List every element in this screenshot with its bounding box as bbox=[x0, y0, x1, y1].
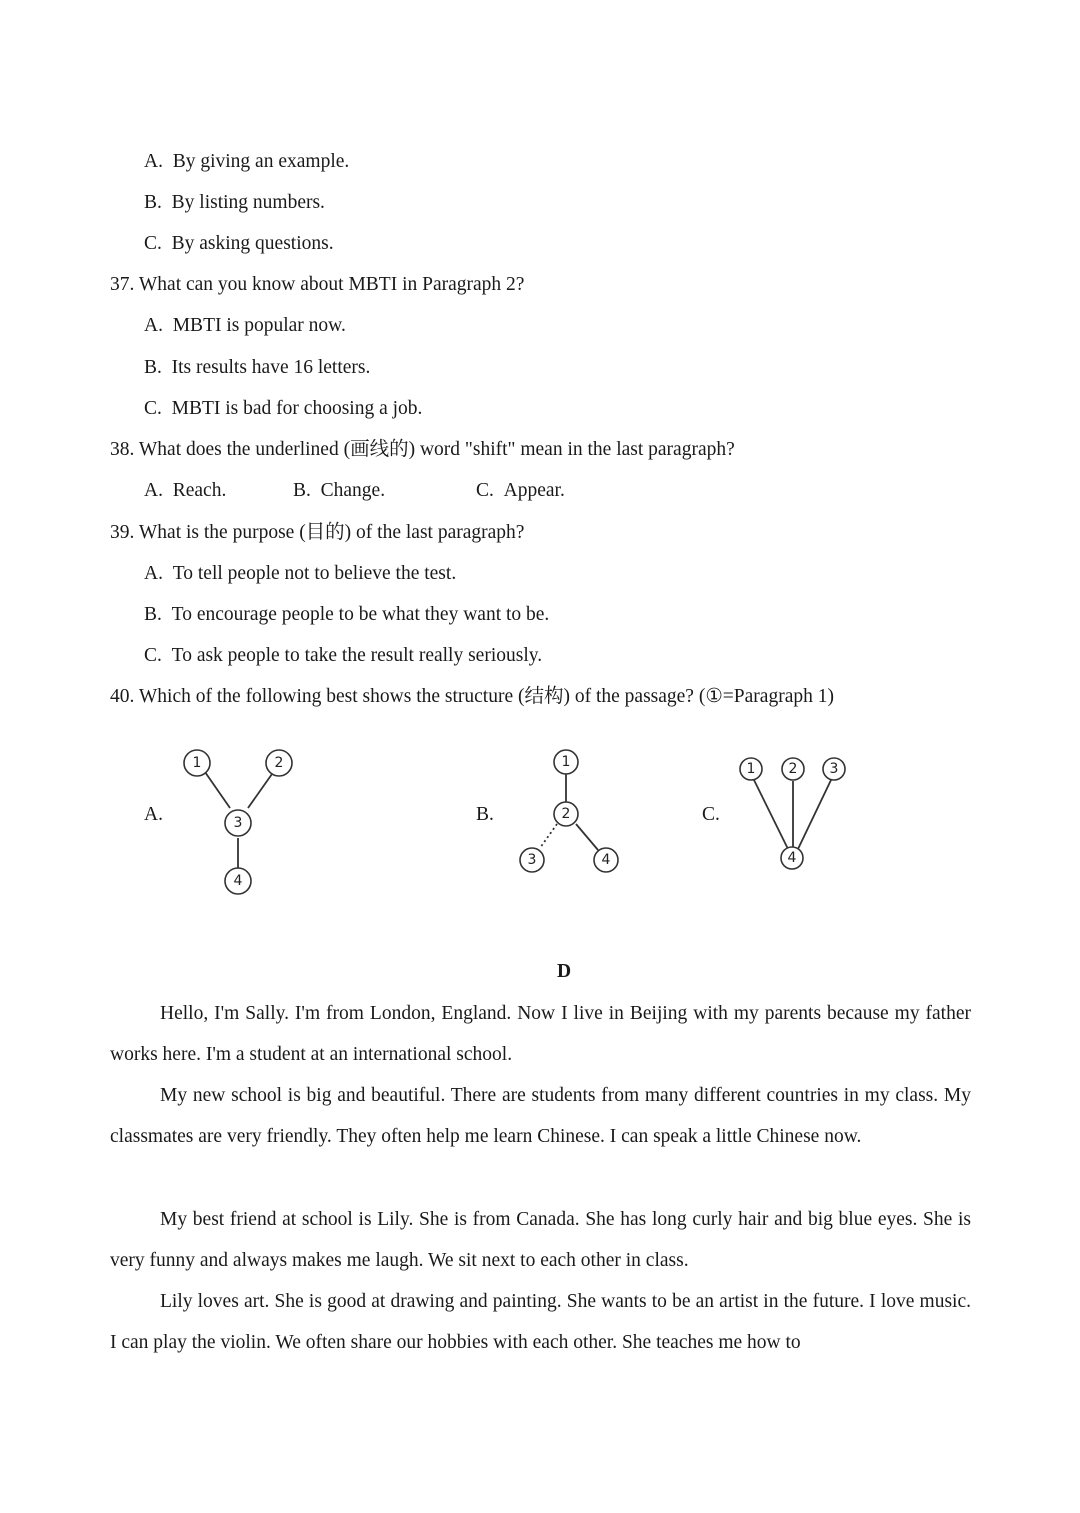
q37-option-b bbox=[144, 356, 370, 380]
q38-option-c bbox=[476, 479, 565, 503]
node-4-label: 4 bbox=[601, 852, 611, 868]
diagram-c-letter: C. bbox=[702, 804, 720, 825]
diagram-b bbox=[505, 740, 635, 880]
node-1-label: 1 bbox=[561, 754, 571, 770]
node-1-label: 1 bbox=[192, 755, 202, 771]
node-1-label: 1 bbox=[746, 761, 756, 777]
q38-option-b bbox=[293, 479, 385, 503]
edge-1-3 bbox=[205, 772, 230, 808]
option-letter: C. bbox=[476, 480, 494, 501]
option-letter: B. bbox=[144, 192, 162, 213]
node-2-label: 2 bbox=[788, 761, 798, 777]
option-text: Its results have 16 letters. bbox=[171, 357, 371, 378]
q37-option-c bbox=[144, 397, 422, 421]
option-letter: C. bbox=[144, 398, 162, 419]
edge-2-3 bbox=[540, 824, 557, 848]
q36-option-b bbox=[144, 191, 325, 215]
option-text: Reach. bbox=[172, 480, 227, 501]
node-3-label: 3 bbox=[527, 852, 537, 868]
option-text: By giving an example. bbox=[172, 151, 350, 172]
node-4-label: 4 bbox=[233, 873, 243, 889]
option-letter: A. bbox=[144, 315, 163, 336]
node-3-label: 3 bbox=[829, 761, 839, 777]
option-letter: A. bbox=[144, 151, 163, 172]
option-text: Appear. bbox=[503, 480, 565, 501]
q36-option-c bbox=[144, 232, 334, 256]
option-text: By asking questions. bbox=[171, 233, 334, 254]
q39-option-b bbox=[144, 603, 549, 627]
option-letter: A. bbox=[144, 480, 163, 501]
option-letter: A. bbox=[144, 563, 163, 584]
option-letter: C. bbox=[144, 233, 162, 254]
diagram-a bbox=[170, 740, 310, 905]
option-letter: B. bbox=[144, 357, 162, 378]
option-text: By listing numbers. bbox=[171, 192, 325, 213]
diagram-c bbox=[730, 745, 860, 880]
option-letter: B. bbox=[144, 604, 162, 625]
node-3-label: 3 bbox=[233, 815, 243, 831]
diagram-b-letter: B. bbox=[476, 804, 494, 825]
passage-paragraph-4: Lily loves art. She is good at drawing and painting. She wants to be an artist in the future. I love music. I can play the violin. We often share our hobbies with each other. She teaches me how to bbox=[110, 1291, 971, 1354]
passage-paragraph-2: My new school is big and beautiful. There are students from many different countries in my class. My classmates are very friendly. They often help me learn Chinese. I can speak a little Chinese now. bbox=[110, 1085, 971, 1148]
node-2-label: 2 bbox=[561, 806, 571, 822]
section-title: D bbox=[556, 961, 572, 982]
q37-option-a bbox=[144, 314, 346, 338]
q38-option-a bbox=[144, 479, 226, 503]
option-text: To ask people to take the result really seriously. bbox=[171, 645, 543, 666]
passage-paragraph-3: My best friend at school is Lily. She is from Canada. She has long curly hair and big blue eyes. She is very funny and always makes me laugh. We sit next to each other in class. bbox=[110, 1209, 971, 1272]
edge-3-4 bbox=[798, 780, 831, 849]
option-letter: C. bbox=[144, 645, 162, 666]
q39-stem: 39. What is the purpose (目的) of the last paragraph? bbox=[110, 522, 525, 543]
diagram-a-letter: A. bbox=[144, 804, 163, 825]
q39-option-c bbox=[144, 644, 542, 668]
option-text: To encourage people to be what they want to be. bbox=[171, 604, 550, 625]
q38-stem: 38. What does the underlined (画线的) word "shift" mean in the last paragraph? bbox=[110, 439, 735, 460]
option-text: Change. bbox=[320, 480, 386, 501]
q40-stem: 40. Which of the following best shows the structure (结构) of the passage? (①=Paragraph 1) bbox=[110, 686, 834, 707]
node-2-label: 2 bbox=[274, 755, 284, 771]
q37-stem: 37. What can you know about MBTI in Paragraph 2? bbox=[110, 274, 525, 295]
option-text: MBTI is popular now. bbox=[172, 315, 346, 336]
option-text: To tell people not to believe the test. bbox=[172, 563, 457, 584]
edge-1-4 bbox=[754, 780, 788, 849]
edge-2-3 bbox=[248, 774, 272, 808]
q36-option-a bbox=[144, 150, 349, 174]
option-text: MBTI is bad for choosing a job. bbox=[171, 398, 423, 419]
passage-paragraph-1: Hello, I'm Sally. I'm from London, England. Now I live in Beijing with my parents because my father works here. I'm a student at an international school. bbox=[110, 1003, 971, 1066]
node-4-label: 4 bbox=[787, 850, 797, 866]
q39-option-a bbox=[144, 562, 456, 586]
option-letter: B. bbox=[293, 480, 311, 501]
edge-2-4 bbox=[576, 824, 598, 850]
